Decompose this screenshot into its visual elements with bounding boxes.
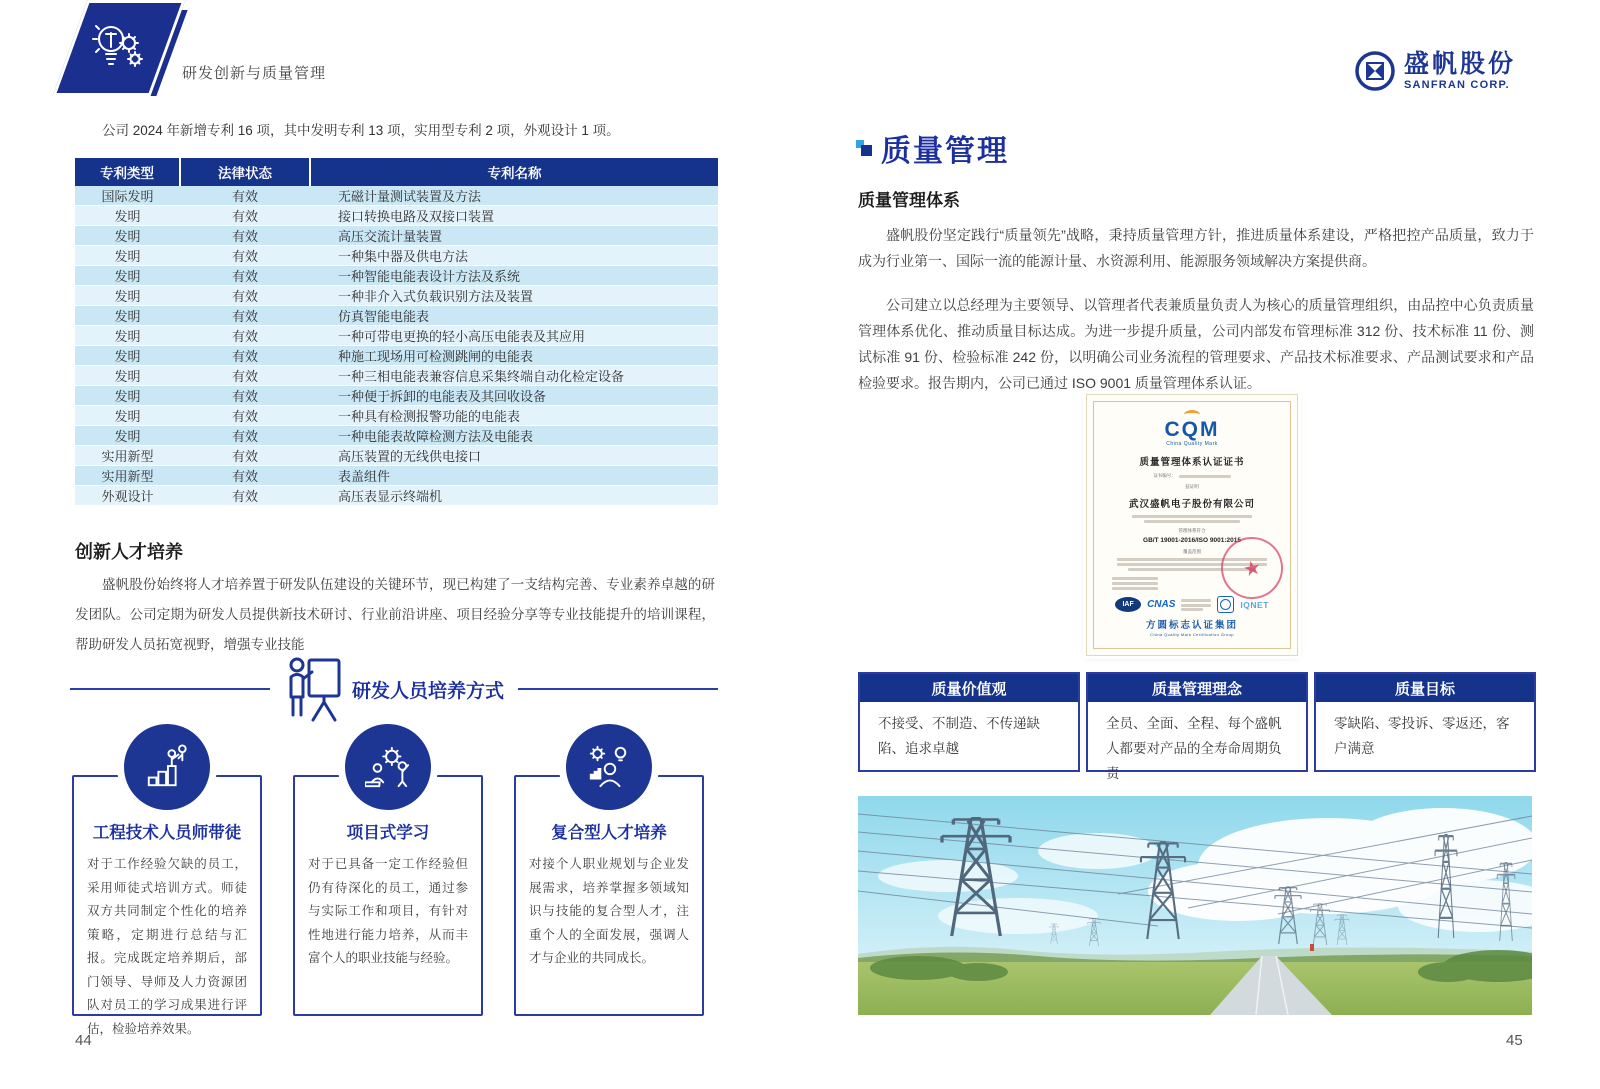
cqm-logo-subtitle: China Quality Mark [1166, 441, 1218, 447]
table-cell: 有效 [180, 186, 310, 206]
table-cell: 种施工现场用可检测跳闸的电能表 [310, 346, 718, 366]
logo-mark-icon [1354, 50, 1396, 92]
table-cell: 发明 [75, 426, 180, 446]
table-row [75, 186, 718, 206]
table-cell: 一种非介入式负载识别方法及装置 [310, 286, 718, 306]
table-cell: 发明 [75, 306, 180, 326]
quality-values-box [858, 672, 1080, 772]
talent-card-versatile [514, 775, 704, 1016]
table-cell: 发明 [75, 406, 180, 426]
table-cell: 发明 [75, 226, 180, 246]
logo-text-en: SANFRAN CORP. [1404, 78, 1510, 91]
attest-label: 兹证明 [1185, 484, 1199, 489]
table-cell: 实用新型 [75, 446, 180, 466]
box-header: 质量目标 [1316, 674, 1534, 702]
iaf-logo: IAF [1115, 597, 1141, 612]
table-cell: 高压装置的无线供电接口 [310, 446, 718, 466]
table-cell: 一种电能表故障检测方法及电能表 [310, 426, 718, 446]
table-cell: 有效 [180, 246, 310, 266]
address-line [1132, 515, 1252, 518]
divider-line-left [70, 688, 270, 690]
col-header-status: 法律状态 [180, 158, 310, 186]
table-cell: 高压交流计量装置 [310, 226, 718, 246]
table-cell: 一种智能电能表设计方法及系统 [310, 266, 718, 286]
table-cell: 表盖组件 [310, 466, 718, 486]
table-cell: 国际发明 [75, 186, 180, 206]
table-row [75, 446, 718, 466]
table-row [75, 466, 718, 486]
talent-card-project [293, 775, 483, 1016]
patent-table [75, 158, 718, 506]
presenter-board-icon [284, 654, 342, 724]
quality-paragraph-1: 盛帆股份坚定践行“质量领先”战略，秉持质量管理方针，推进质量体系建设，严格把控产品质量，致力于成为行业第一、国际一流的能源计量、水资源利用、能源服务领域解决方案提供商。 [858, 227, 1534, 269]
section-bullet-icon [856, 140, 873, 157]
table-row [75, 366, 718, 386]
table-cell: 发明 [75, 366, 180, 386]
box-body: 全员、全面、全程、每个盛帆人都要对产品的全寿命周期负责 [1106, 716, 1282, 781]
table-cell: 一种可带电更换的轻小高压电能表及其应用 [310, 326, 718, 346]
col-header-type: 专利类型 [75, 158, 180, 186]
table-cell: 一种便于拆卸的电能表及其回收设备 [310, 386, 718, 406]
quality-philosophy-box [1086, 672, 1308, 781]
address-line [1144, 520, 1240, 523]
table-row [75, 326, 718, 346]
quality-goal-box [1314, 672, 1536, 772]
table-row [75, 346, 718, 366]
table-cell: 有效 [180, 206, 310, 226]
table-row [75, 486, 718, 506]
card-body: 对于已具备一定工作经验但仍有待深化的员工，通过参与实际工作和项目，有针对性地进行能力培养，从而丰富个人的职业技能与经验。 [308, 857, 468, 965]
table-row [75, 266, 718, 286]
divider-title: 研发人员培养方式 [352, 680, 505, 702]
card-body: 对接个人职业规划与企业发展需求，培养掌握多领域知识与技能的复合型人才，注重个人的全面发展，强调人才与企业的共同成长。 [529, 857, 689, 965]
table-row [75, 206, 718, 226]
certifier-name: 方圆标志认证集团 [1145, 620, 1238, 631]
table-cell: 有效 [180, 466, 310, 486]
table-cell: 发明 [75, 246, 180, 266]
table-cell: 发明 [75, 266, 180, 286]
table-cell: 有效 [180, 386, 310, 406]
subsection-title: 质量管理体系 [858, 191, 960, 210]
table-row [75, 226, 718, 246]
table-cell: 有效 [180, 326, 310, 346]
issue-date-line [1112, 587, 1158, 590]
table-cell: 发明 [75, 286, 180, 306]
table-cell: 发明 [75, 346, 180, 366]
certified-company: 武汉盛帆电子股份有限公司 [1128, 500, 1255, 510]
divider-line-right [518, 688, 718, 690]
card-title: 复合型人才培养 [551, 824, 667, 842]
table-cell: 有效 [180, 486, 310, 506]
table-row [75, 426, 718, 446]
table-cell: 仿真智能电能表 [310, 306, 718, 326]
section-title: 质量管理 [881, 135, 1009, 168]
page-number-right: 45 [1506, 1032, 1523, 1049]
table-cell: 高压表显示终端机 [310, 486, 718, 506]
table-cell: 有效 [180, 446, 310, 466]
accreditation-text-block [1181, 598, 1211, 612]
page-number-left: 44 [75, 1032, 92, 1049]
card-title: 项目式学习 [346, 824, 430, 842]
table-cell: 有效 [180, 366, 310, 386]
table-cell: 发明 [75, 206, 180, 226]
talent-section-title: 创新人才培养 [75, 542, 183, 562]
table-row [75, 406, 718, 426]
table-cell: 实用新型 [75, 466, 180, 486]
talent-paragraph: 盛帆股份始终将人才培养置于研发队伍建设的关键环节，现已构建了一支结构完善、专业素养卓越的研发团队。公司定期为研发人员提供新技术研讨、行业前沿讲座、项目经验分享等专业技能提升的培训课程，帮助研发人员拓宽视野，增强专业技能 [75, 577, 715, 652]
table-row [75, 306, 718, 326]
box-body: 不接受、不制造、不传递缺陷、追求卓越 [878, 716, 1040, 756]
standard-label: 管理体系符合 [1178, 528, 1206, 533]
project-gears-icon [338, 717, 438, 817]
lightbulb-gear-icon [88, 14, 146, 76]
standard-number: GB/T 19001-2016/ISO 9001:2015 [1143, 537, 1241, 544]
table-cell: 发明 [75, 326, 180, 346]
patent-intro: 公司 2024 年新增专利 16 项，其中发明专利 13 项，实用型专利 2 项，外观设计 1 项。 [102, 123, 620, 138]
power-lines-photo [858, 796, 1532, 1015]
card-title: 工程技术人员师带徒 [92, 824, 242, 842]
table-header-row [75, 158, 718, 186]
page-header-title: 研发创新与质量管理 [182, 65, 327, 82]
versatile-talent-icon [559, 717, 659, 817]
table-cell: 有效 [180, 306, 310, 326]
issue-date-line [1112, 582, 1158, 585]
mentor-climb-icon [117, 717, 217, 817]
company-logo [1354, 50, 1516, 92]
red-seal-stamp: ★ [1215, 531, 1289, 605]
table-cell: 无磁计量测试装置及方法 [310, 186, 718, 206]
iqnet-logo: IQNET [1240, 599, 1269, 610]
table-row [75, 386, 718, 406]
col-header-name: 专利名称 [310, 158, 718, 186]
cnas-logo: CNAS [1147, 599, 1176, 610]
table-cell: 外观设计 [75, 486, 180, 506]
table-cell: 有效 [180, 226, 310, 246]
table-cell: 有效 [180, 406, 310, 426]
table-cell: 一种集中器及供电方法 [310, 246, 718, 266]
patent-table-body [75, 186, 718, 506]
box-body: 零缺陷、零投诉、零返还，客户满意 [1334, 716, 1510, 756]
table-cell: 一种三相电能表兼容信息采集终端自动化检定设备 [310, 366, 718, 386]
table-cell: 有效 [180, 346, 310, 366]
quality-section [856, 126, 1009, 170]
certificate-title: 质量管理体系认证证书 [1139, 457, 1245, 468]
logo-text-cn: 盛帆股份 [1404, 49, 1517, 78]
cqm-logo: CQM [1164, 418, 1220, 441]
table-cell: 接口转换电路及双接口装置 [310, 206, 718, 226]
table-cell: 一种具有检测报警功能的电能表 [310, 406, 718, 426]
table-cell: 有效 [180, 286, 310, 306]
quality-paragraph-2: 公司建立以总经理为主要领导、以管理者代表兼质量负责人为核心的质量管理组织，由品控中心负责质量管理体系优化、推动质量目标达成。为进一步提升质量，公司内部发布管理标准 312 份、技术标准 11 份、测试标准 91 份、检验标准 242 份，以明确公司业务流程的管理要求、产品技术标准要求、产品测试要求和产品检验要求。报告期内，公司已通过 ISO 9001 质量管理体系认证。 [858, 297, 1534, 391]
table-row [75, 246, 718, 266]
iso-certificate [1086, 394, 1298, 656]
cert-no-label: 证书编号： [1153, 473, 1176, 478]
issue-date-line [1112, 577, 1158, 580]
certifier-name-en: China Quality Mark Certification Group [1150, 632, 1234, 637]
table-cell: 有效 [180, 426, 310, 446]
box-header: 质量管理理念 [1088, 674, 1306, 702]
box-header: 质量价值观 [860, 674, 1078, 702]
table-cell: 有效 [180, 266, 310, 286]
cert-no-value-redacted [1179, 475, 1231, 478]
card-body: 对于工作经验欠缺的员工，采用师徒式培训方式。师徒双方共同制定个性化的培养策略，定期进行总结与汇报。完成既定培养期后，部门领导、导师及人力资源团队对员工的学习成果进行评估，检验培养效果。 [87, 857, 247, 1036]
talent-card-mentor [72, 775, 262, 1036]
table-cell: 发明 [75, 386, 180, 406]
cert-mark-badge [1217, 596, 1234, 613]
scope-label: 覆盖范围 [1183, 549, 1201, 554]
table-row [75, 286, 718, 306]
